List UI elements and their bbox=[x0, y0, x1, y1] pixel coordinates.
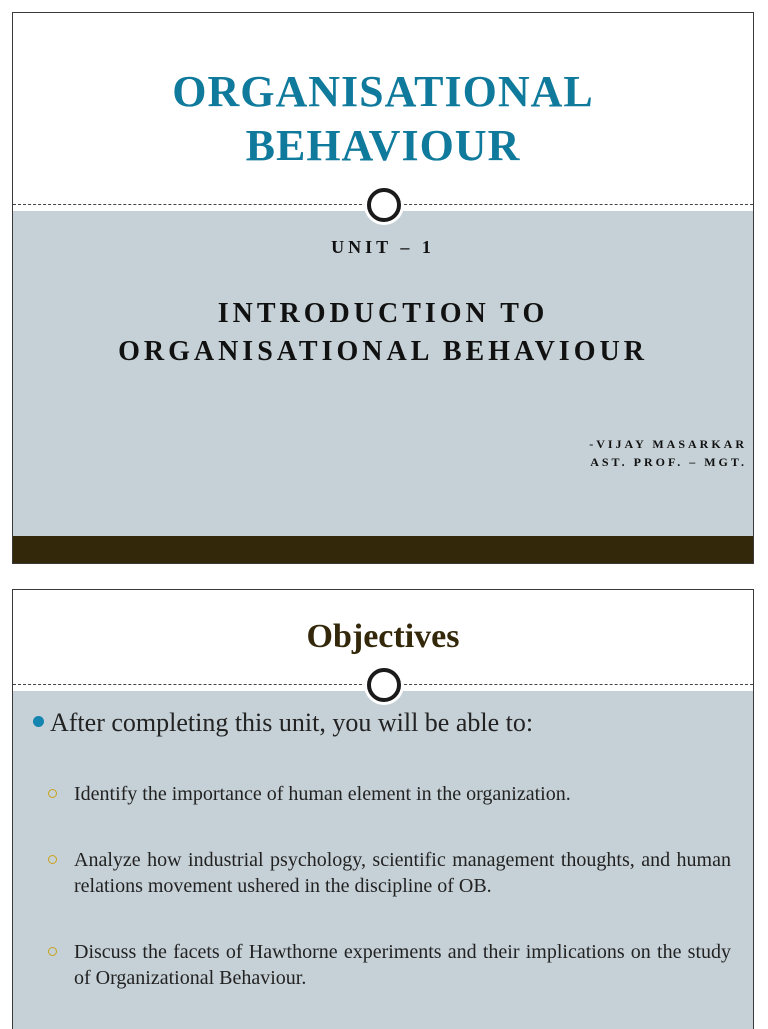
title-line-1: ORGANISATIONAL bbox=[172, 67, 594, 116]
slide-objectives bbox=[12, 589, 754, 1029]
slide-body bbox=[13, 211, 753, 536]
subtitle-line-1: INTRODUCTION TO bbox=[217, 298, 549, 329]
circle-bullet-icon bbox=[48, 947, 57, 956]
list-item-text: Identify the importance of human element in the organization. bbox=[74, 783, 571, 805]
title-line-2: BEHAVIOUR bbox=[245, 121, 521, 170]
author-title: AST. PROF. – MGT. bbox=[590, 455, 747, 469]
circle-bullet-icon bbox=[48, 855, 57, 864]
list-item-text: Discuss the facets of Hawthorne experiments and their implications on the study of Organizational Behaviour. bbox=[74, 941, 731, 989]
subtitle-line-2: ORGANISATIONAL BEHAVIOUR bbox=[118, 336, 648, 367]
main-bullet-text: After completing this unit, you will be able to: bbox=[50, 708, 534, 737]
objectives-title: Objectives bbox=[306, 618, 460, 655]
slide-subtitle bbox=[13, 295, 753, 371]
main-bullet bbox=[33, 708, 533, 738]
slide-title bbox=[12, 12, 754, 564]
slide-header bbox=[13, 13, 753, 204]
circle-bullet-icon bbox=[48, 789, 57, 798]
list-item bbox=[48, 847, 731, 899]
slide-title-heading bbox=[13, 65, 753, 173]
bullet-dot-icon bbox=[33, 716, 44, 727]
ring-ornament bbox=[367, 668, 401, 702]
ring-ornament bbox=[367, 188, 401, 222]
unit-label: UNIT – 1 bbox=[331, 237, 435, 257]
list-item-text: Analyze how industrial psychology, scientific management thoughts, and human relations movement ushered in the discipline of OB. bbox=[74, 849, 731, 897]
author-name: -VIJAY MASARKAR bbox=[589, 437, 747, 451]
list-item bbox=[48, 939, 731, 991]
list-item bbox=[48, 781, 731, 807]
footer-bar bbox=[13, 536, 753, 563]
